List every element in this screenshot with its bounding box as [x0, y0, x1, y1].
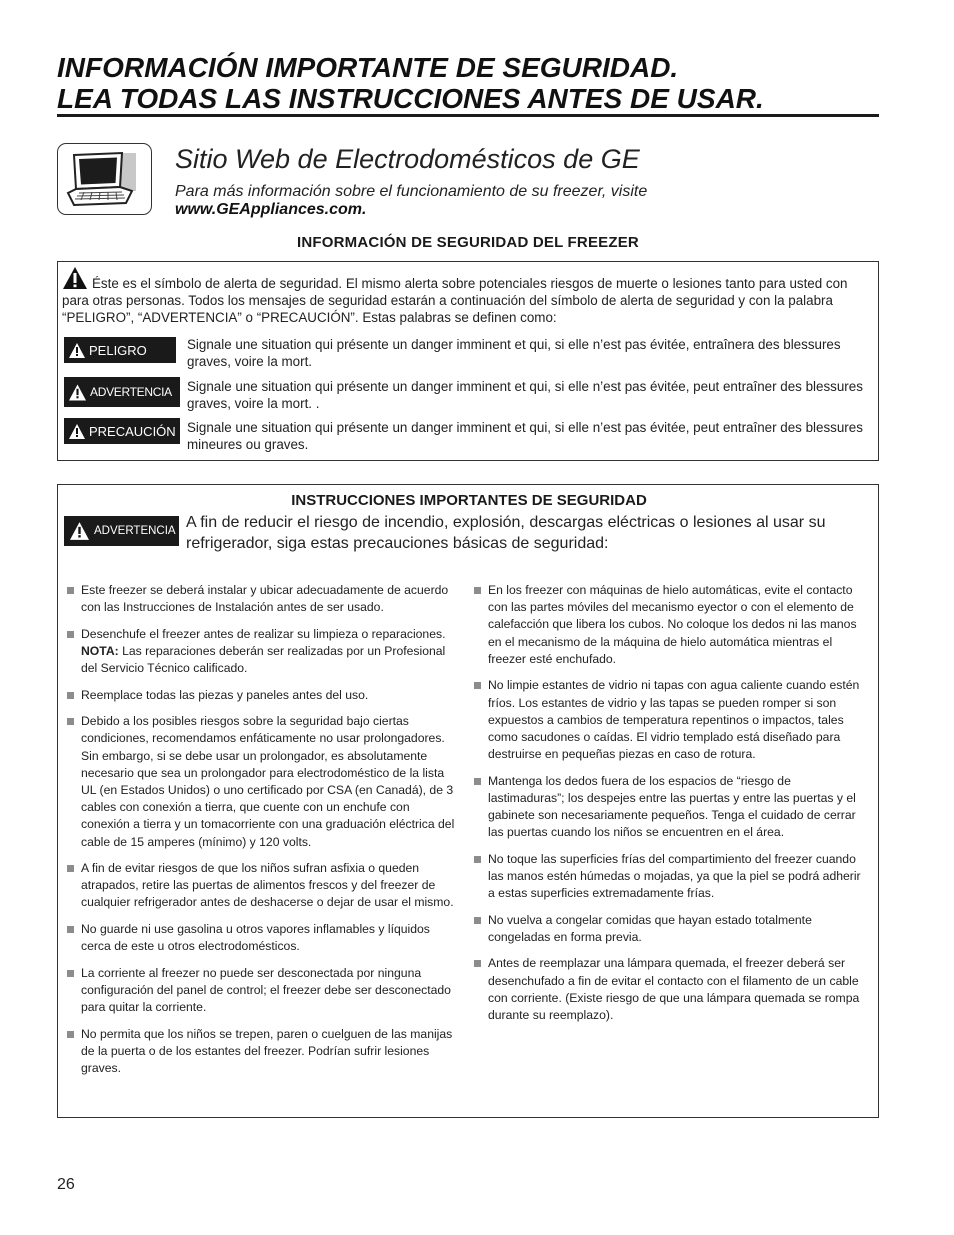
instructions-intro: A fin de reducir el riesgo de incendio, explosión, descargas eléctricas o lesiones al usar su refrigerador, siga estas precauciones básicas de seguridad: [186, 514, 826, 552]
bullet-square-icon [474, 856, 481, 863]
signal-label-peligro [64, 337, 176, 363]
list-item: En los freezer con máquinas de hielo automáticas, evite el contacto con las partes móviles del mecanismo eyector o con el elemento de calefacción que libera los cubos. No coloque los dedos ni las manos en el mecanismo de la máquina de hielo automática mientras el freezer esté enchufado. [474, 582, 862, 668]
list-item: Antes de reemplazar una lámpara quemada, el freezer deberá ser desenchufado a fin de evitar el contacto con el filamento de un cable con corriente. (Existe riesgo de que una lámpara quemada se rompa durante su reemplazo). [474, 955, 862, 1024]
website-title: Sitio Web de Electrodomésticos de GE [175, 144, 640, 174]
page-title-line-1: INFORMACIÓN IMPORTANTE DE SEGURIDAD. [57, 52, 679, 83]
bullet-square-icon [67, 1031, 74, 1038]
list-item: Este freezer se deberá instalar y ubicar adecuadamente de acuerdo con las Instrucciones de Instalación antes de ser usado. [67, 582, 457, 616]
safety-info-title: INFORMACIÓN DE SEGURIDAD DEL FREEZER [297, 234, 639, 251]
laptop-icon [64, 149, 146, 209]
signal-description: Signale une situation qui présente un danger imminent et qui, si elle n’est pas évitée, peut entraîner des blessures mineures ou graves. [187, 420, 863, 452]
list-item: No guarde ni use gasolina u otros vapores inflamables y líquidos cerca de este u otros electrodomésticos. [67, 921, 457, 955]
bullet-square-icon [474, 960, 481, 967]
bullet-square-icon [67, 718, 74, 725]
laptop-icon-frame [57, 143, 152, 215]
bullet-square-icon [67, 692, 74, 699]
bullet-square-icon [474, 587, 481, 594]
page-number: 26 [57, 1176, 75, 1193]
bullet-square-icon [67, 865, 74, 872]
list-item: A fin de evitar riesgos de que los niños sufran asfixia o queden atrapados, retire las puertas de alimentos frescos y del freezer de cualquier refrigerador antes de deshacerse o dejar de usar el mismo. [67, 860, 457, 912]
signal-description: Signale une situation qui présente un danger imminent et qui, si elle n’est pas évitée, peut entraîner des blessures graves, voire la mort. . [187, 379, 863, 411]
bullet-square-icon [474, 682, 481, 689]
bullet-square-icon [67, 587, 74, 594]
list-item: No toque las superficies frías del compartimiento del freezer cuando las manos estén húmedas o mojadas, ya que la piel se podrá adherir a estas superficies extremadamente frías. [474, 851, 862, 903]
warning-icon [70, 522, 89, 540]
bullet-square-icon [67, 631, 74, 638]
warning-icon [69, 424, 85, 439]
title-rule [57, 114, 879, 117]
list-item: No permita que los niños se trepen, paren o cuelguen de las manijas de la puerta o de los estantes del freezer. Podrían sufrir lesiones graves. [67, 1026, 457, 1078]
signal-label-advertencia [64, 377, 180, 407]
safety-info-intro-text: Éste es el símbolo de alerta de seguridad. El mismo alerta sobre potenciales riesgos de muerte o lesiones tanto para usted con para otras personas. Todos los mensajes de seguridad estarán a continuación del símbolo de alerta de seguridad y con la palabra “PELIGRO”, “ADVERTENCIA” o “PRECAUCIÓN”. Estas palabras se definen como: [62, 276, 848, 325]
list-item: Debido a los posibles riesgos sobre la seguridad bajo ciertas condiciones, recomendamos enfáticamente no usar prolongadores. Sin embargo, si se debe usar un prolongador, es absolutamente necesario que sea un prolongador para electrodoméstico de la lista UL (en Estados Unidos) o uno certificado por CSA (en Canadá), de 3 cables con conexión a tierra, que cuente con un enchufe con conexión a tierra y un tomacorriente con una graduación eléctrica del cable de 15 amperes (mínimo) y 120 volts. [67, 713, 457, 851]
safety-alert-icon [62, 266, 88, 290]
note-label: NOTA: [81, 643, 119, 658]
list-item: No limpie estantes de vidrio ni tapas con agua caliente cuando estén fríos. Los estantes de vidrio y las tapas se pueden romper si son expuestos a cambios de temperatura repentinos o impactos, tales como sacudones o caídas. El vidrio templado está diseñado para destruirse en pequeñas piezas en caso de rotura. [474, 677, 862, 763]
signal-label-text: PELIGRO [89, 342, 147, 358]
signal-label-text: PRECAUCIÓN [89, 423, 176, 439]
website-text: Para más información sobre el funcionamiento de su freezer, visite [175, 183, 648, 200]
warning-icon [69, 384, 86, 401]
page-title-line-2: LEA TODAS LAS INSTRUCCIONES ANTES DE USAR. [57, 83, 764, 114]
safety-info-box [57, 261, 879, 461]
safety-info-intro [62, 266, 862, 326]
list-item: Desenchufe el freezer antes de realizar su limpieza o reparaciones. NOTA: Las reparaciones deberán ser realizadas por un Profesional del Servicio Técnico calificado. [67, 626, 457, 678]
advertencia-badge [64, 516, 179, 546]
instructions-right-column [474, 582, 862, 1033]
warning-icon [69, 343, 85, 358]
bullet-square-icon [474, 778, 481, 785]
instructions-box [57, 484, 879, 1118]
instructions-title: INSTRUCCIONES IMPORTANTES DE SEGURIDAD [291, 492, 647, 509]
list-item: Mantenga los dedos fuera de los espacios de “riesgo de lastimaduras”; los despejes entre las puertas y entre las puertas y el gabinete son necesariamente pequeños. Tenga el cuidado de cerrar las puertas cuando los niños se encuentren en el área. [474, 773, 862, 842]
bullet-square-icon [67, 970, 74, 977]
list-item: Reemplace todas las piezas y paneles antes del uso. [67, 687, 457, 704]
signal-description: Signale une situation qui présente un danger imminent et qui, si elle n’est pas évitée, entraînera des blessures graves, voire la mort. [187, 337, 841, 369]
signal-label-text: ADVERTENCIA [90, 385, 172, 399]
list-item: No vuelva a congelar comidas que hayan estado totalmente congeladas en forma previa. [474, 912, 862, 946]
page-title [57, 52, 887, 114]
bullet-square-icon [474, 917, 481, 924]
bullet-square-icon [67, 926, 74, 933]
advertencia-badge-text: ADVERTENCIA [94, 525, 176, 537]
website-url-link[interactable]: www.GEAppliances.com. [175, 201, 367, 218]
note-text: Las reparaciones deberán ser realizadas por un Profesional del Servicio Técnico calificado. [81, 643, 446, 676]
signal-label-precaucion [64, 418, 180, 444]
list-item: La corriente al freezer no puede ser desconectada por ninguna configuración del panel de control; el freezer debe ser desconectado para quitar la corriente. [67, 965, 457, 1017]
instructions-left-column [67, 582, 457, 1086]
